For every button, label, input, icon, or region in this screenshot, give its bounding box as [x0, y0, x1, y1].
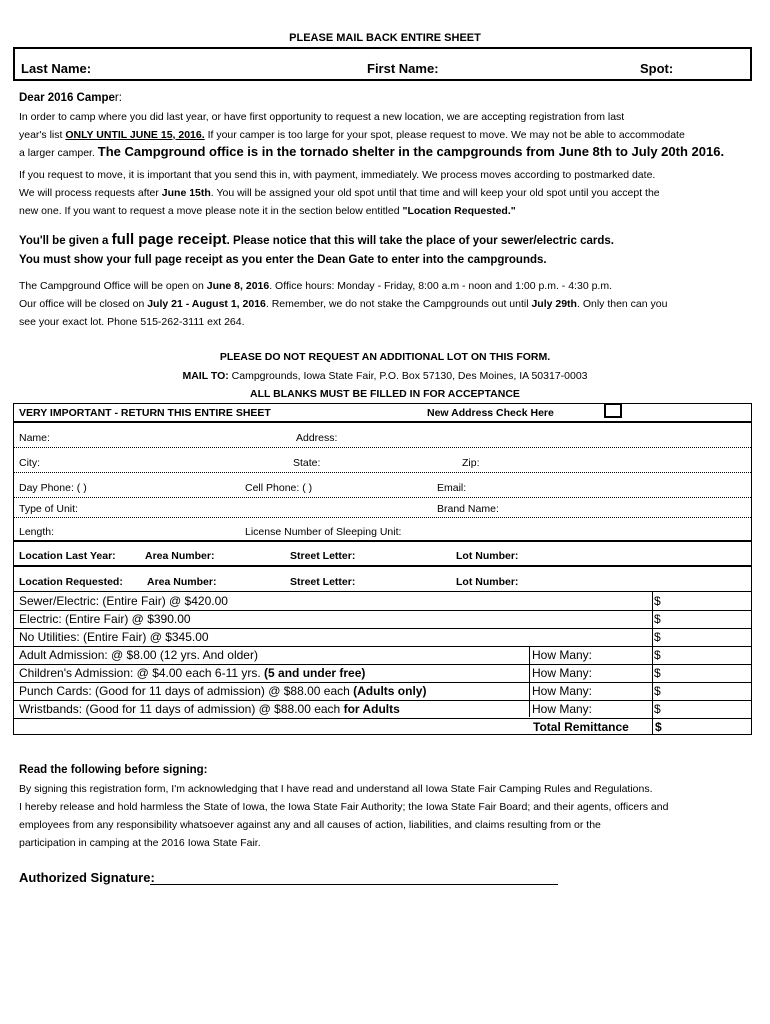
p4-line1a: The Campground Office will be open on [19, 280, 207, 292]
form-row-phone[interactable] [14, 473, 751, 498]
license-label: License Number of Sleeping Unit: [245, 526, 402, 538]
p4-line2c: . Remember, we do not stake the Campgrounds out until [265, 298, 532, 310]
full-page-receipt-text: full page receipt [111, 231, 227, 248]
fee-label [19, 648, 258, 662]
cell-phone-label: Cell Phone: ( ) [245, 482, 313, 494]
amount-field[interactable]: $ [654, 666, 661, 680]
amount-field[interactable]: $ [654, 630, 661, 644]
form-row-unit[interactable] [14, 498, 751, 518]
location-last-year-label: Location Last Year: [19, 550, 116, 562]
location-requested-label: Location Requested: [19, 576, 123, 588]
fee-row [14, 682, 751, 701]
how-many-field[interactable]: How Many: [532, 702, 593, 716]
p1-line3 [19, 144, 739, 161]
p1-line2c: If your camper is too large for your spot, please request to move. We may not be able to accommodate [204, 129, 685, 141]
how-many-field[interactable]: How Many: [532, 648, 593, 662]
lot-number-label-2: Lot Number: [456, 576, 519, 588]
address-label: Address: [296, 432, 338, 444]
form-row-city[interactable] [14, 448, 751, 473]
fee-table [13, 591, 752, 735]
zip-label: Zip: [462, 457, 480, 469]
release-line2: I hereby release and hold harmless the State of Iowa, the Iowa State Fair Authority; the Iowa State Fair Board; and their agents, officers and [19, 801, 669, 813]
total-remittance-label: Total Remittance [533, 720, 629, 734]
first-name-label: First Name: [367, 61, 439, 76]
fee-label [19, 666, 365, 680]
page-title: PLEASE MAIL BACK ENTIRE SHEET [289, 32, 481, 44]
type-of-unit-label: Type of Unit: [19, 503, 78, 515]
fee-label-text: Punch Cards: (Good for 11 days of admission) @ $88.00 each [19, 684, 354, 698]
fee-row [14, 610, 751, 629]
fee-label [19, 702, 400, 716]
fee-label-text: Children's Admission: @ $4.00 each 6-11 yrs. [19, 666, 265, 680]
name-label: Name: [19, 432, 50, 444]
amount-field[interactable]: $ [654, 684, 661, 698]
campground-office-notice: The Campground office is in the tornado shelter in the campgrounds from June 8th to July 20th 2016. [97, 144, 725, 159]
p4-line2e: . Only then can you [576, 298, 668, 310]
p1-line3a: a larger camper. [19, 147, 98, 159]
p1-line2 [19, 126, 739, 144]
registration-form [13, 403, 752, 592]
fee-label [19, 684, 426, 698]
p2-line2c: . You will be assigned your old spot until that time and will keep your old spot until you accept the [210, 187, 660, 199]
paragraph-4 [19, 277, 739, 331]
fee-label-bold: for Adults [343, 702, 400, 716]
amount-field[interactable]: $ [654, 594, 661, 608]
day-phone-label: Day Phone: ( ) [19, 482, 87, 494]
p1-line2a: year's list [19, 129, 66, 141]
fee-label-text: No Utilities: (Entire Fair) @ $345.00 [19, 630, 209, 644]
all-blanks-notice: ALL BLANKS MUST BE FILLED IN FOR ACCEPTANCE [250, 388, 520, 400]
amount-field[interactable]: $ [654, 612, 661, 626]
p4-line2d: July 29th [531, 298, 577, 310]
p3-line1a: You'll be given a [19, 235, 112, 247]
street-letter-label: Street Letter: [290, 550, 356, 562]
release-line1: By signing this registration form, I'm acknowledging that I have read and understand all Iowa State Fair Camping Rules and Regulations. [19, 783, 653, 795]
fee-row [14, 592, 751, 611]
mail-to-address: Campgrounds, Iowa State Fair, P.O. Box 57130, Des Moines, IA 50317-0003 [228, 370, 588, 382]
p4-line2a: Our office will be closed on [19, 298, 148, 310]
area-number-label: Area Number: [145, 550, 215, 562]
new-address-checkbox[interactable] [604, 403, 622, 418]
greeting [19, 92, 122, 104]
mail-to-label: MAIL TO: [182, 370, 229, 382]
p2-line2 [19, 184, 739, 202]
very-important-label: VERY IMPORTANT - RETURN THIS ENTIRE SHEET [19, 407, 271, 419]
form-row-header [14, 404, 751, 423]
form-row-name[interactable] [14, 423, 751, 448]
p1-line1: In order to camp where you did last year, or have first opportunity to request a new location, we are accepting registration from last [19, 111, 625, 123]
total-dollar-sign[interactable]: $ [655, 720, 662, 734]
p3-line1 [19, 230, 739, 251]
form-row-location-requested[interactable] [14, 567, 751, 591]
p4-line1 [19, 277, 739, 295]
p2-line3 [19, 202, 739, 220]
fee-label-bold: (Adults only) [353, 684, 427, 698]
p2-line3b: "Location Requested." [402, 205, 516, 217]
fee-row [14, 700, 751, 719]
how-many-field[interactable]: How Many: [532, 666, 593, 680]
p2-line3a: new one. If you want to request a move please note it in the section below entitled [19, 205, 403, 217]
lot-number-label: Lot Number: [456, 550, 519, 562]
amount-field[interactable]: $ [654, 648, 661, 662]
amount-field[interactable]: $ [654, 702, 661, 716]
fee-row [14, 646, 751, 665]
p4-line2 [19, 295, 739, 313]
fee-row [14, 664, 751, 683]
new-address-label: New Address Check Here [427, 407, 554, 419]
paragraph-1 [19, 108, 739, 161]
spot-label: Spot: [640, 61, 674, 76]
fee-label-text: Wristbands: (Good for 11 days of admission) @ $88.00 each [19, 702, 344, 716]
brand-name-label: Brand Name: [437, 503, 499, 515]
greeting-bold: Dear 2016 Campe [19, 92, 115, 104]
area-number-label-2: Area Number: [147, 576, 217, 588]
name-header-box [13, 47, 752, 81]
release-text [19, 780, 739, 852]
state-label: State: [293, 457, 321, 469]
length-label: Length: [19, 526, 55, 538]
last-name-label: Last Name: [21, 61, 92, 76]
p4-line1c: . Office hours: Monday - Friday, 8:00 a.m - noon and 1:00 p.m. - 4:30 p.m. [269, 280, 612, 292]
p2-line2a: We will process requests after [19, 187, 162, 199]
release-line4: participation in camping at the 2016 Iowa State Fair. [19, 837, 261, 849]
paragraph-2 [19, 166, 739, 220]
fee-label [19, 612, 191, 626]
p2-line2b: June 15th [161, 187, 211, 199]
no-additional-lot-notice: PLEASE DO NOT REQUEST AN ADDITIONAL LOT ON THIS FORM. [219, 351, 551, 363]
mail-to-line [0, 370, 770, 382]
p4-line2b: July 21 - August 1, 2016 [147, 298, 266, 310]
form-row-location-last-year[interactable] [14, 542, 751, 567]
fee-row [14, 628, 751, 647]
how-many-field[interactable]: How Many: [532, 684, 593, 698]
greeting-rest: r: [114, 92, 122, 104]
email-label: Email: [437, 482, 467, 494]
street-letter-label-2: Street Letter: [290, 576, 356, 588]
signature-line[interactable] [150, 884, 558, 885]
fee-label-bold: (5 and under free) [264, 666, 366, 680]
p2-line1: If you request to move, it is important that you send this in, with payment, immediately. We process moves according to postmarked date. [19, 169, 656, 181]
deadline-text: ONLY UNTIL JUNE 15, 2016. [65, 129, 205, 141]
fee-label [19, 594, 228, 608]
release-line3: employees from any responsibility whatsoever against any and all causes of action, liabilities, and claims resulting from or the [19, 819, 601, 831]
p3-line1c: . Please notice that this will take the place of your sewer/electric cards. [226, 235, 614, 247]
release-heading: Read the following before signing: [19, 764, 208, 776]
total-remittance-row [14, 718, 751, 736]
p4-line3: see your exact lot. Phone 515-262-3111 ext 264. [19, 316, 245, 328]
p3-line2: You must show your full page receipt as you enter the Dean Gate to enter into the campgrounds. [19, 254, 547, 266]
p4-line1b: June 8, 2016 [206, 280, 270, 292]
city-label: City: [19, 457, 40, 469]
fee-label [19, 630, 209, 644]
paragraph-3 [19, 230, 739, 270]
fee-label-text: Adult Admission: @ $8.00 (12 yrs. And older) [19, 648, 258, 662]
fee-label-text: Sewer/Electric: (Entire Fair) @ $420.00 [19, 594, 228, 608]
form-row-length[interactable] [14, 518, 751, 542]
fee-label-text: Electric: (Entire Fair) @ $390.00 [19, 612, 191, 626]
signature-label: Authorized Signature: [19, 870, 155, 885]
